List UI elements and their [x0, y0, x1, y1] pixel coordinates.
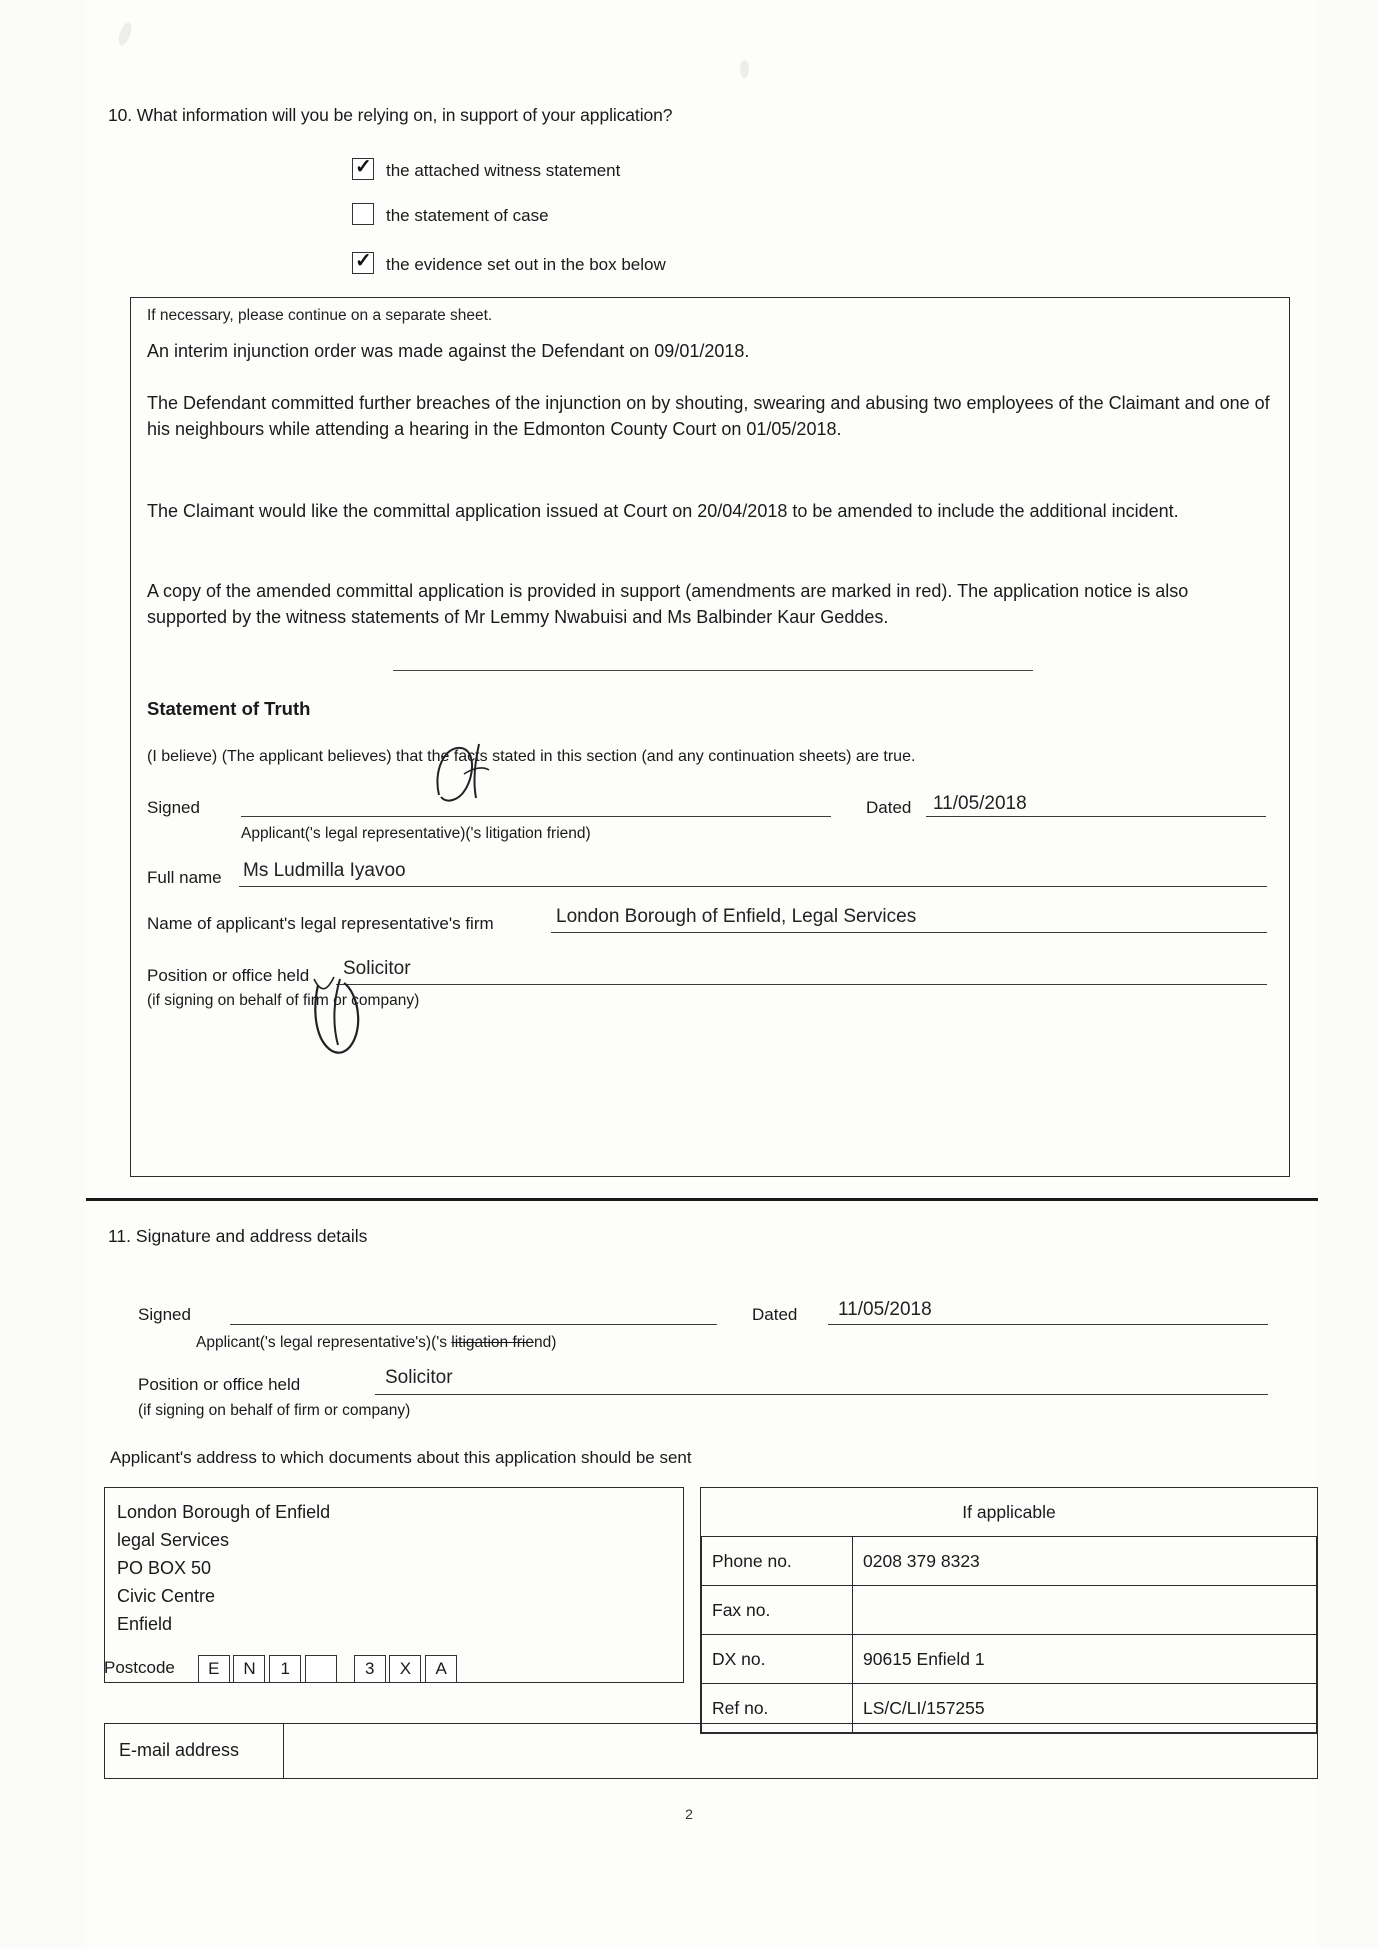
evidence-paragraph-2: The Defendant committed further breaches of the injunction on by shouting, swearing and abusing two employees of the Claimant and one of his neighbours while attending a hearing in the Edmonton County Court on 01/05/2018.	[147, 393, 1270, 439]
email-address-box[interactable]	[104, 1723, 1318, 1779]
statement-of-truth-text: (I believe) (The applicant believes) that the facts stated in this section (and any continuation sheets) are true.	[147, 748, 916, 765]
dated-label-2: Dated	[752, 1305, 798, 1324]
option-witness-statement[interactable]	[352, 158, 620, 181]
signed-label-1: Signed	[147, 798, 200, 817]
address-intro: Applicant's address to which documents about this application should be sent	[110, 1448, 692, 1467]
option-label-statement-of-case: the statement of case	[386, 206, 549, 225]
signed-sublabel-1: Applicant('s legal representative)('s litigation friend)	[241, 825, 591, 842]
position-value-2: Solicitor	[385, 1367, 453, 1388]
position-rule-1[interactable]	[336, 984, 1267, 985]
dx-label: DX no.	[702, 1635, 853, 1684]
dated-rule-2[interactable]	[828, 1324, 1268, 1325]
postcode-char-6[interactable]: X	[389, 1655, 421, 1683]
postcode-char-2[interactable]: N	[233, 1655, 265, 1683]
signed-sublabel-2-strike: litigation frie	[451, 1334, 534, 1351]
postcode-char-1[interactable]: E	[198, 1655, 230, 1683]
full-name-label: Full name	[147, 868, 222, 887]
position-sublabel-2: (if signing on behalf of firm or company)	[138, 1402, 411, 1419]
evidence-note: If necessary, please continue on a separate sheet.	[147, 307, 493, 324]
scan-right-margin	[1318, 0, 1378, 1948]
applicant-address-box[interactable]	[104, 1487, 684, 1683]
firm-label: Name of applicant's legal representative's firm	[147, 914, 494, 933]
signed-rule-1[interactable]	[241, 816, 831, 817]
address-line-2: legal Services	[117, 1530, 230, 1550]
section-divider	[86, 1198, 1318, 1201]
question-10-text: 10. What information will you be relying on, in support of your application?	[108, 105, 673, 125]
position-label-2: Position or office held	[138, 1375, 301, 1394]
checkbox-evidence-box[interactable]	[352, 252, 374, 274]
option-label-evidence-box: the evidence set out in the box below	[386, 255, 666, 274]
dx-value[interactable]: 90615 Enfield 1	[853, 1635, 1317, 1684]
signed-sublabel-2-pre: Applicant('s legal representative's)('s	[196, 1334, 452, 1351]
full-name-rule[interactable]	[239, 886, 1267, 887]
evidence-paragraph-3: The Claimant would like the committal application issued at Court on 20/04/2018 to be amended to include the additional incident.	[147, 501, 1179, 521]
fax-label: Fax no.	[702, 1586, 853, 1635]
firm-rule[interactable]	[551, 932, 1267, 933]
phone-value[interactable]: 0208 379 8323	[853, 1537, 1317, 1586]
divider-rule	[393, 670, 1033, 671]
email-label: E-mail address	[119, 1740, 240, 1760]
full-name-value: Ms Ludmilla Iyavoo	[243, 860, 406, 881]
signed-label-2: Signed	[138, 1305, 191, 1324]
evidence-paragraph-1: An interim injunction order was made against the Defendant on 09/01/2018.	[147, 341, 750, 361]
email-divider	[283, 1724, 284, 1778]
option-statement-of-case[interactable]	[352, 203, 549, 226]
dated-label-1: Dated	[866, 798, 912, 817]
page-number: 2	[685, 1806, 693, 1822]
position-rule-2[interactable]	[375, 1394, 1268, 1395]
address-line-3: PO BOX 50	[117, 1558, 212, 1578]
checkbox-statement-of-case[interactable]	[352, 203, 374, 225]
postcode-char-5[interactable]: 3	[354, 1655, 386, 1683]
signature-mark-1	[431, 740, 521, 810]
checkbox-witness-statement[interactable]	[352, 158, 374, 180]
address-line-1: London Borough of Enfield	[117, 1502, 331, 1522]
postcode-label: Postcode	[104, 1658, 175, 1678]
postcode-row	[104, 1655, 684, 1697]
firm-value: London Borough of Enfield, Legal Services	[556, 906, 917, 927]
ref-value[interactable]: LS/C/LI/157255	[853, 1684, 1317, 1733]
postcode-char-3[interactable]: 1	[269, 1655, 301, 1683]
option-evidence-box[interactable]	[352, 252, 666, 275]
position-label-1: Position or office held	[147, 966, 310, 985]
evidence-paragraph-4: A copy of the amended committal application is provided in support (amendments are marked in red). The application notice is also supported by the witness statements of Mr Lemmy Nwabuisi and Ms Balbinder Kaur Geddes.	[147, 581, 1189, 627]
postcode-char-7[interactable]: A	[425, 1655, 457, 1683]
option-label-witness-statement: the attached witness statement	[386, 161, 621, 180]
if-applicable-table	[700, 1487, 1318, 1734]
signature-mark-2	[300, 975, 400, 1065]
ref-label: Ref no.	[702, 1684, 853, 1733]
if-applicable-header: If applicable	[702, 1488, 1317, 1537]
dated-value-1: 11/05/2018	[933, 793, 1027, 814]
dated-rule-1[interactable]	[926, 816, 1266, 817]
postcode-char-4[interactable]	[305, 1655, 337, 1683]
signed-rule-2[interactable]	[230, 1324, 717, 1325]
phone-label: Phone no.	[702, 1537, 853, 1586]
address-line-4: Civic Centre	[117, 1586, 216, 1606]
dated-value-2: 11/05/2018	[838, 1299, 932, 1320]
statement-of-truth-heading: Statement of Truth	[147, 698, 311, 719]
address-line-5: Enfield	[117, 1614, 173, 1634]
question-11-text: 11. Signature and address details	[108, 1226, 368, 1246]
scan-artifact	[116, 21, 134, 47]
signed-sublabel-2	[196, 1334, 556, 1352]
position-sublabel-1: (if signing on behalf of firm or company)	[147, 992, 420, 1009]
position-value-1: Solicitor	[343, 958, 411, 979]
scan-artifact	[740, 60, 749, 78]
signed-sublabel-2-post: nd)	[533, 1334, 557, 1351]
scan-left-margin	[0, 0, 86, 1948]
fax-value[interactable]	[853, 1586, 1317, 1635]
